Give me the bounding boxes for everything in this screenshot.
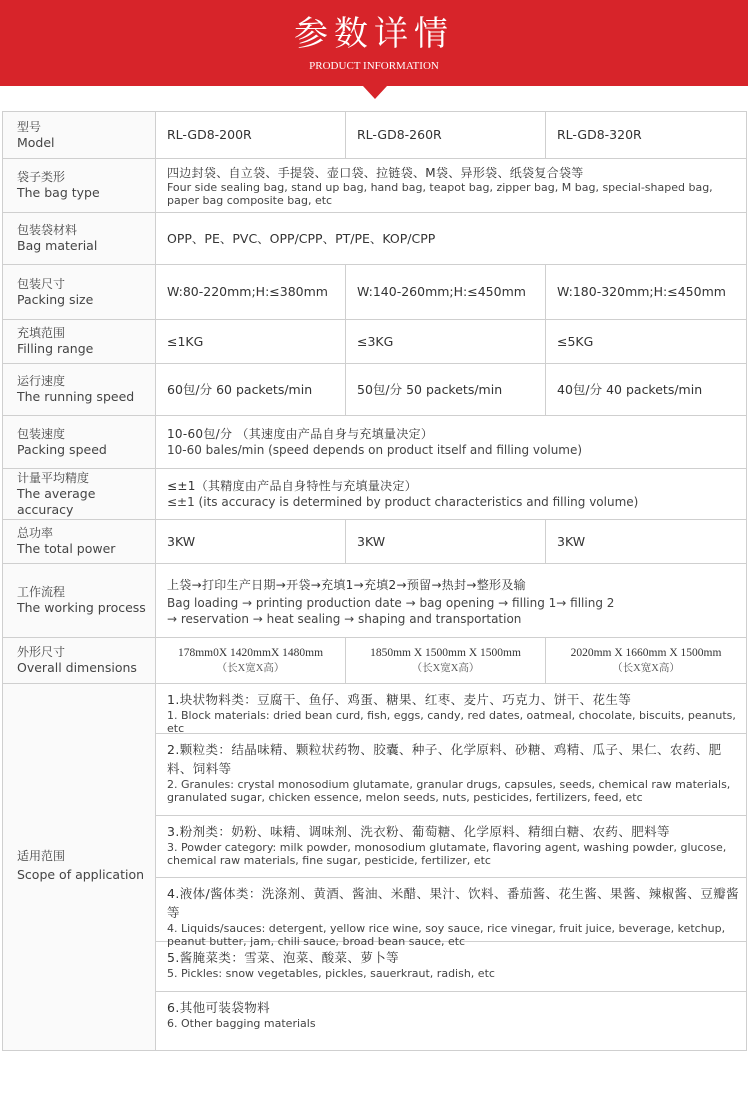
label-packing-speed bbox=[3, 416, 156, 469]
page-title: 参数详情 bbox=[294, 14, 454, 54]
accuracy-value bbox=[156, 469, 747, 520]
process-value bbox=[156, 564, 747, 638]
value-en-line-1: Bag loading → printing production date → bag opening → filling 1→ filling 2 bbox=[167, 595, 615, 610]
application-item-en: 5. Pickles: snow vegetables, pickles, sauerkraut, radish, etc bbox=[167, 967, 495, 980]
label-zh: 外形尺寸 bbox=[17, 645, 66, 659]
application-item-en: 2. Granules: crystal monosodium glutamate, granular drugs, capsules, seeds, chemical raw materials, granulated sugar, chicken essence, melon seeds, nuts, pesticides, fertilizers, feed, etc bbox=[167, 778, 731, 804]
dimensions-value-3 bbox=[546, 638, 747, 684]
label-en: The average accuracy bbox=[17, 485, 96, 517]
dimension-text: 178mm0X 1420mmX 1480mm bbox=[177, 646, 324, 659]
model-value-1: RL-GD8-200R bbox=[156, 112, 346, 159]
label-en: Overall dimensions bbox=[17, 660, 137, 675]
application-item-zh: 3.粉剂类：奶粉、味精、调味剂、洗衣粉、葡萄糖、化学原料、精细白糖、农药、肥料等 bbox=[167, 824, 670, 839]
label-en: Model bbox=[17, 134, 55, 150]
running-speed-value-3: 40包/分 40 packets/min bbox=[546, 364, 747, 416]
label-en: The working process bbox=[17, 600, 146, 615]
header-banner bbox=[0, 0, 748, 86]
running-speed-value-1: 60包/分 60 packets/min bbox=[156, 364, 346, 416]
banner-arrow-icon bbox=[363, 86, 387, 99]
model-value-3: RL-GD8-320R bbox=[546, 112, 747, 159]
value-zh: ≤±1（其精度由产品自身特性与充填量决定） bbox=[167, 478, 418, 493]
power-value-1: 3KW bbox=[156, 520, 346, 564]
filling-range-value-3: ≤5KG bbox=[546, 320, 747, 364]
power-value-3: 3KW bbox=[546, 520, 747, 564]
label-en: The running speed bbox=[17, 389, 135, 404]
label-zh: 包装袋材料 bbox=[17, 223, 78, 237]
value-en-line-2: → reservation → heat sealing → shaping and transportation bbox=[167, 611, 522, 626]
dimension-unit: （长X宽X高） bbox=[612, 662, 680, 674]
dimension-unit: （长X宽X高） bbox=[411, 662, 480, 674]
label-dimensions bbox=[3, 638, 156, 684]
value-en: 10-60 bales/min (speed depends on product itself and filling volume) bbox=[167, 442, 583, 457]
application-item bbox=[156, 992, 746, 1050]
row-packing-size bbox=[3, 265, 747, 320]
bag-type-value bbox=[156, 159, 747, 213]
label-en: Packing size bbox=[17, 291, 94, 307]
row-dimensions bbox=[3, 638, 747, 684]
application-item-zh: 6.其他可装袋物料 bbox=[167, 1000, 271, 1015]
value-en: Four side sealing bag, stand up bag, hand bag, teapot bag, zipper bag, M bag, special-shaped bag, paper bag composite bag, etc bbox=[167, 180, 713, 207]
row-model bbox=[3, 112, 747, 159]
filling-range-value-2: ≤3KG bbox=[346, 320, 546, 364]
row-bag-material bbox=[3, 213, 747, 265]
label-bag-material bbox=[3, 213, 156, 265]
application-item-zh: 5.酱腌菜类：雪菜、泡菜、酸菜、萝卜等 bbox=[167, 950, 400, 965]
label-en: Packing speed bbox=[17, 441, 107, 457]
application-item-en: 4. Liquids/sauces: detergent, yellow rice wine, soy sauce, rice vinegar, fruit juice, beverage, ketchup, peanut butter, jam, chili sauce, broad bean sauce, etc bbox=[167, 922, 726, 948]
row-packing-speed bbox=[3, 416, 747, 469]
packing-size-value-3: W:180-320mm;H:≤450mm bbox=[546, 265, 747, 320]
label-en: The bag type bbox=[17, 185, 100, 200]
row-running-speed bbox=[3, 364, 747, 416]
application-item-en: 1. Block materials: dried bean curd, fish, eggs, candy, red dates, oatmeal, chocolate, biscuits, peanuts, etc bbox=[167, 709, 736, 735]
label-zh: 型号 bbox=[17, 119, 42, 134]
page-subtitle: PRODUCT INFORMATION bbox=[309, 60, 439, 72]
label-zh: 运行速度 bbox=[17, 374, 66, 388]
label-packing-size bbox=[3, 265, 156, 320]
row-accuracy bbox=[3, 469, 747, 520]
dimension-text: 2020mm X 1660mm X 1500mm bbox=[570, 646, 722, 659]
label-running-speed bbox=[3, 364, 156, 416]
label-bag-type bbox=[3, 159, 156, 213]
row-process bbox=[3, 564, 747, 638]
label-model bbox=[3, 112, 156, 159]
value-zh: 四边封袋、自立袋、手提袋、壶口袋、拉链袋、M袋、异形袋、纸袋复合袋等 bbox=[167, 165, 584, 180]
label-zh: 工作流程 bbox=[17, 585, 66, 599]
dimension-unit: （长X宽X高） bbox=[216, 662, 285, 674]
value-zh: 上袋→打印生产日期→开袋→充填1→充填2→预留→热封→整形及输 bbox=[167, 577, 526, 592]
application-item-zh: 4.液体/酱体类：洗涤剂、黄酒、酱油、米醋、果汁、饮料、番茄酱、花生酱、果酱、辣椒酱、豆瓣酱等 bbox=[167, 886, 740, 920]
label-zh: 总功率 bbox=[17, 526, 54, 540]
packing-speed-value bbox=[156, 416, 747, 469]
application-item-en: 3. Powder category: milk powder, monosodium glutamate, flavoring agent, washing powder, glucose, chemical raw materials, fine sugar, pesticide, fertilizer, etc bbox=[167, 841, 727, 867]
label-accuracy bbox=[3, 469, 156, 520]
power-value-2: 3KW bbox=[346, 520, 546, 564]
application-value bbox=[156, 684, 747, 1051]
label-en: Bag material bbox=[17, 238, 98, 253]
label-process bbox=[3, 564, 156, 638]
running-speed-value-2: 50包/分 50 packets/min bbox=[346, 364, 546, 416]
dimension-text: 1850mm X 1500mm X 1500mm bbox=[370, 646, 521, 659]
row-filling-range bbox=[3, 320, 747, 364]
filling-range-value-1: ≤1KG bbox=[156, 320, 346, 364]
row-bag-type bbox=[3, 159, 747, 213]
application-item-en: 6. Other bagging materials bbox=[167, 1017, 316, 1030]
label-en: Scope of application bbox=[17, 866, 145, 882]
application-item-zh: 1.块状物料类：豆腐干、鱼仔、鸡蛋、糖果、红枣、麦片、巧克力、饼干、花生等 bbox=[167, 692, 632, 707]
value-en: ≤±1 (its accuracy is determined by product characteristics and filling volume) bbox=[167, 494, 639, 509]
application-item bbox=[156, 816, 746, 878]
value-zh: 10-60包/分 （其速度由产品自身与充填量决定） bbox=[167, 426, 434, 441]
label-zh: 充填范围 bbox=[17, 326, 66, 340]
label-power bbox=[3, 520, 156, 564]
application-item-zh: 2.颗粒类：结晶味精、颗粒状药物、胶囊、种子、化学原料、砂糖、鸡精、瓜子、果仁、农药、肥料、饲料等 bbox=[167, 742, 722, 776]
label-filling-range bbox=[3, 320, 156, 364]
spec-table bbox=[2, 111, 747, 1051]
label-zh: 适用范围 bbox=[17, 848, 66, 863]
application-item bbox=[156, 878, 746, 948]
label-zh: 袋子类形 bbox=[17, 170, 66, 184]
row-power bbox=[3, 520, 747, 564]
application-item bbox=[156, 942, 746, 992]
label-en: Filling range bbox=[17, 341, 94, 356]
application-item bbox=[156, 734, 746, 816]
dimensions-value-1 bbox=[156, 638, 346, 684]
label-application bbox=[3, 684, 156, 1051]
label-zh: 计量平均精度 bbox=[17, 470, 90, 485]
packing-size-value-2: W:140-260mm;H:≤450mm bbox=[346, 265, 546, 320]
model-value-2: RL-GD8-260R bbox=[346, 112, 546, 159]
packing-size-value-1: W:80-220mm;H:≤380mm bbox=[156, 265, 346, 320]
dimensions-value-2 bbox=[346, 638, 546, 684]
label-en: The total power bbox=[17, 541, 116, 556]
label-zh: 包装尺寸 bbox=[17, 276, 66, 291]
application-item bbox=[156, 684, 746, 734]
label-zh: 包装速度 bbox=[17, 426, 66, 441]
bag-material-value: OPP、PE、PVC、OPP/CPP、PT/PE、KOP/CPP bbox=[156, 213, 747, 265]
row-application bbox=[3, 684, 747, 1051]
